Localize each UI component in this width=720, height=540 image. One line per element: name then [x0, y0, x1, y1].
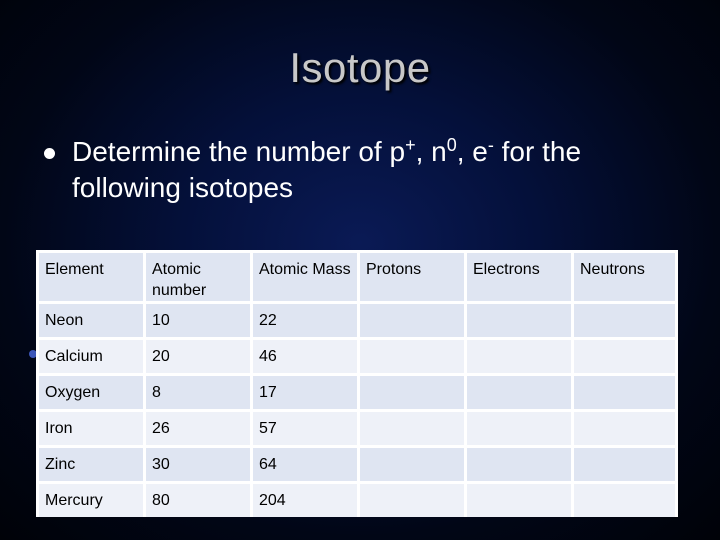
table-row	[39, 448, 675, 481]
table-cell-element: Zinc	[39, 448, 143, 481]
table-cell-atomic-mass: 22	[253, 304, 357, 337]
table-cell-atomic-number: 80	[146, 484, 250, 517]
table-cell-neutrons	[574, 484, 675, 517]
header-cell-atomic-number: Atomic number	[146, 253, 250, 301]
table-cell-atomic-mass: 46	[253, 340, 357, 373]
header-cell-element: Element	[39, 253, 143, 301]
table-cell-protons	[360, 340, 464, 373]
table-cell-neutrons	[574, 304, 675, 337]
bullet-text-part4: for the following isotopes	[72, 136, 582, 203]
table-cell-element: Calcium	[39, 340, 143, 373]
header-cell-atomic-mass: Atomic Mass	[253, 253, 357, 301]
table-cell-element: Iron	[39, 412, 143, 445]
table-cell-atomic-mass: 17	[253, 376, 357, 409]
isotope-table	[36, 250, 678, 517]
table-header-row	[39, 253, 675, 301]
table-cell-neutrons	[574, 412, 675, 445]
bullet-text-part3: , e	[456, 136, 488, 167]
header-cell-neutrons: Neutrons	[574, 253, 675, 301]
table-cell-electrons	[467, 340, 571, 373]
table-cell-protons	[360, 304, 464, 337]
table-cell-atomic-number: 8	[146, 376, 250, 409]
slide-title: Isotope	[289, 44, 431, 91]
table-cell-protons	[360, 448, 464, 481]
table-row	[39, 304, 675, 337]
neutron-superscript: 0	[446, 135, 457, 155]
bullet-text	[72, 134, 692, 206]
table-cell-neutrons	[574, 340, 675, 373]
table-cell-electrons	[467, 304, 571, 337]
table-cell-electrons	[467, 484, 571, 517]
bullet-text-part1: Determine the number of p	[72, 136, 406, 167]
table-cell-atomic-mass: 204	[253, 484, 357, 517]
table-row	[39, 484, 675, 517]
table-cell-atomic-mass: 57	[253, 412, 357, 445]
bullet-dot-icon	[44, 148, 55, 159]
table-cell-protons	[360, 376, 464, 409]
table-cell-atomic-number: 10	[146, 304, 250, 337]
header-cell-electrons: Electrons	[467, 253, 571, 301]
table-cell-electrons	[467, 412, 571, 445]
table-cell-element: Mercury	[39, 484, 143, 517]
table-cell-atomic-mass: 64	[253, 448, 357, 481]
table-row	[39, 376, 675, 409]
header-cell-protons: Protons	[360, 253, 464, 301]
table-cell-atomic-number: 30	[146, 448, 250, 481]
table-row	[39, 340, 675, 373]
table-cell-element: Neon	[39, 304, 143, 337]
table-cell-neutrons	[574, 448, 675, 481]
electron-superscript: -	[487, 135, 494, 155]
table-cell-protons	[360, 412, 464, 445]
table-cell-atomic-number: 26	[146, 412, 250, 445]
table-cell-element: Oxygen	[39, 376, 143, 409]
table-cell-electrons	[467, 376, 571, 409]
table-cell-atomic-number: 20	[146, 340, 250, 373]
table-row	[39, 412, 675, 445]
table-cell-protons	[360, 484, 464, 517]
table-cell-electrons	[467, 448, 571, 481]
table-cell-neutrons	[574, 376, 675, 409]
proton-superscript: +	[405, 135, 416, 155]
bullet-text-part2: , n	[415, 136, 447, 167]
